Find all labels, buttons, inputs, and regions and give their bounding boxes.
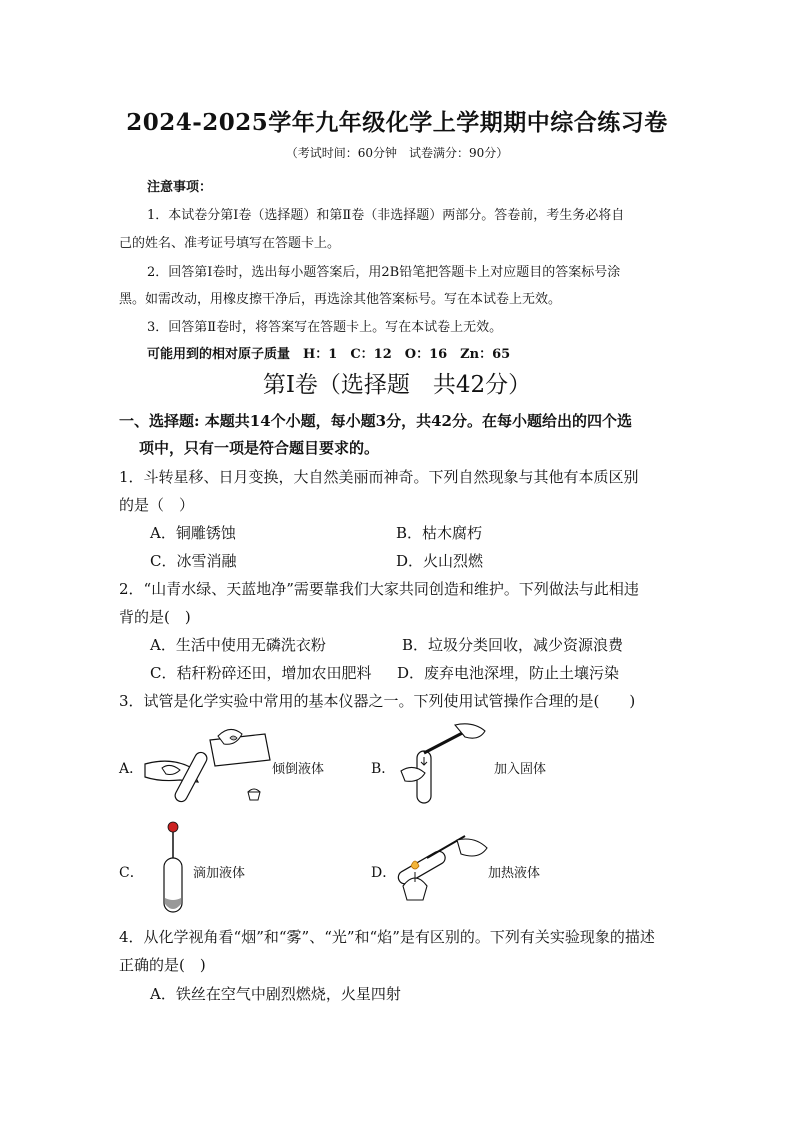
q3-option-a-letter: A．: [119, 761, 144, 777]
q3-stem-line-1: 3．试管是化学实验中常用的基本仪器之一。下列使用试管操作合理的是( ): [119, 692, 636, 710]
q3-option-d-caption: 加热液体: [488, 866, 541, 881]
notice-item-2-line-1: 2．回答第Ⅰ卷时，选出每小题答案后，用2B铅笔把答题卡上对应题目的答案标号涂: [147, 265, 621, 280]
q1-stem-line-1: 1．斗转星移、日月变换，大自然美丽而神奇。下列自然现象与其他有本质区别: [119, 468, 639, 486]
q1-option-d: D．火山烈燃: [396, 552, 484, 570]
q2-option-b: B．垃圾分类回收，减少资源浪费: [402, 636, 624, 654]
q4-stem-line-1: 4．从化学视角看“烟”和“雾”、“光”和“焰”是有区别的。下列有关实验现象的描述: [119, 928, 655, 946]
q3-option-a-caption: 倾倒液体: [272, 762, 325, 777]
q3-option-d-letter: D．: [371, 865, 397, 881]
q3-option-c-letter: C．: [119, 865, 144, 881]
notice-heading: 注意事项：: [147, 180, 213, 195]
exam-subtitle: （考试时间：60分钟 试卷满分：90分）: [285, 146, 509, 160]
q1-option-c: C．冰雪消融: [150, 552, 237, 570]
q2-option-c: C．秸秆粉碎还田，增加农田肥料: [150, 664, 372, 682]
q2-stem-line-1: 2．“山青水绿、天蓝地净”需要靠我们大家共同创造和维护。下列做法与此相违: [119, 580, 639, 598]
notice-item-3: 3．回答第Ⅱ卷时，将答案写在答题卡上。写在本试卷上无效。: [147, 320, 503, 335]
exam-title: 2024-2025学年九年级化学上学期期中综合练习卷: [126, 109, 668, 136]
part-instructions-line-1: 一、选择题: 本题共14个小题，每小题3分，共42分。在每小题给出的四个选: [119, 412, 632, 430]
notice-item-1-line-1: 1．本试卷分第Ⅰ卷（选择题）和第Ⅱ卷（非选择题）两部分。答卷前，考生务必将自: [147, 208, 625, 223]
q2-stem-line-2: 背的是( ): [119, 608, 191, 626]
q1-option-a: A．铜雕锈蚀: [150, 524, 236, 542]
q2-option-d: D．废弃电池深埋，防止土壤污染: [397, 664, 620, 682]
add-solid-illustration: [395, 723, 495, 813]
q3-option-b-caption: 加入固体: [494, 762, 547, 777]
notice-item-2-line-2: 黑。如需改动，用橡皮擦干净后，再选涂其他答案标号。写在本试卷上无效。: [119, 292, 562, 307]
q4-stem-line-2: 正确的是( ): [119, 956, 206, 974]
q3-option-b-letter: B．: [371, 761, 396, 777]
q3-option-c-caption: 滴加液体: [193, 866, 246, 881]
dropper-illustration: [158, 820, 188, 915]
heat-liquid-illustration: [395, 830, 490, 910]
notice-item-1-line-2: 己的姓名、准考证号填写在答题卡上。: [119, 236, 341, 251]
q2-option-a: A．生活中使用无磷洗衣粉: [150, 636, 326, 654]
part-instructions-line-2: 项中，只有一项是符合题目要求的。: [139, 439, 380, 457]
q4-option-a: A．铁丝在空气中剧烈燃烧，火星四射: [150, 985, 401, 1003]
q1-stem-line-2: 的是（ ）: [119, 496, 195, 514]
pour-liquid-illustration: [140, 722, 275, 812]
section-title: 第Ⅰ卷（选择题 共42分）: [262, 372, 532, 398]
atomic-mass-line: 可能用到的相对原子质量 H：1 C：12 O：16 Zn：65: [147, 347, 511, 362]
q1-option-b: B．枯木腐朽: [396, 524, 483, 542]
